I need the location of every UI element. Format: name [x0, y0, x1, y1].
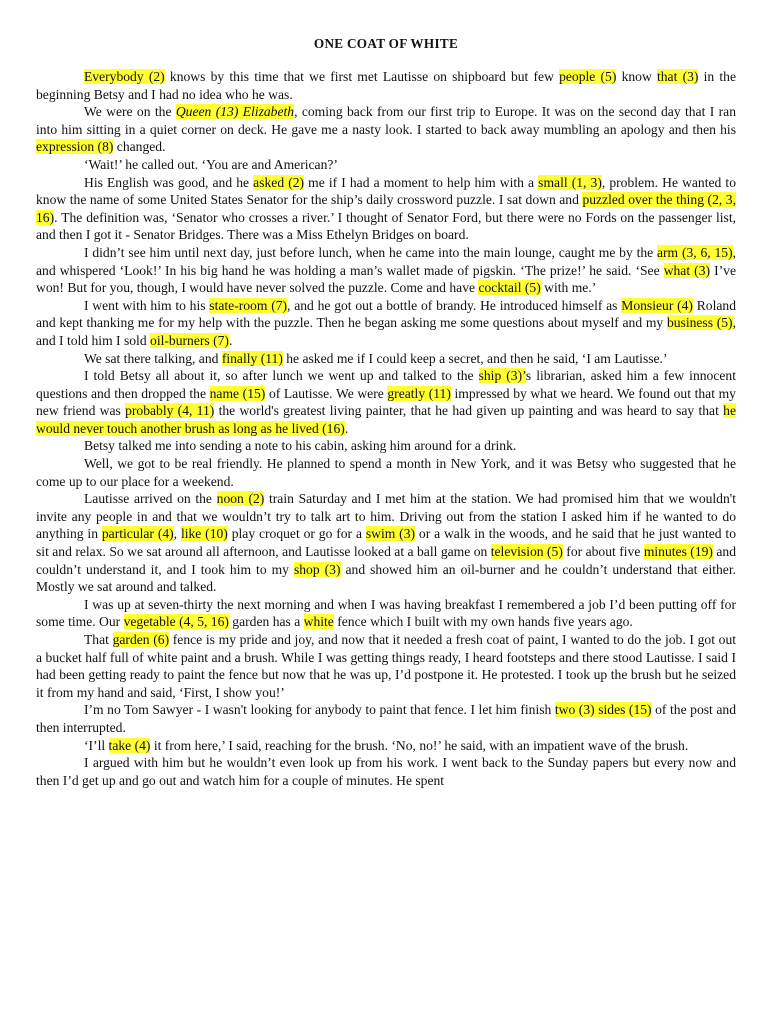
- document-title: ONE COAT OF WHITE: [313, 36, 459, 51]
- text-run: it from here,’ I said, reaching for the brush. ‘No, no!’ he said, with an impatient wave of the brush.: [150, 737, 689, 753]
- text-run: Roland and kept thanking me for my help with the puzzle. Then he began asking me some questions about myself and my: [36, 297, 737, 331]
- paragraph: [36, 367, 736, 437]
- text-run: We sat there talking, and: [84, 350, 222, 366]
- highlighted-word: he would never touch another brush as long as he lived (16): [36, 403, 736, 436]
- text-run: me if I had a moment to help him with a: [304, 174, 539, 190]
- highlighted-word: cocktail (5): [478, 280, 541, 296]
- text-run: , and he got out a bottle of brandy. He introduced himself as: [287, 297, 622, 313]
- paragraph: [36, 455, 736, 490]
- highlighted-word: two (3) sides (15): [554, 702, 652, 718]
- highlighted-word: small (1, 3): [538, 174, 602, 190]
- text-run: I was up at seven-thirty the next morning and when I was having breakfast I remembered a job I’d been putting off for some time. Our: [36, 596, 736, 630]
- paragraph: [36, 297, 736, 350]
- highlighted-word: noon (2): [216, 491, 265, 507]
- highlighted-word: name (15): [209, 385, 266, 401]
- text-run: I didn’t see him until next day, just before lunch, when he came into the main lounge, caught me by the: [84, 244, 657, 260]
- highlighted-word: particular (4): [101, 526, 174, 542]
- text-run: , coming back from our first trip to Europe. It was on the second day that I ran into him sitting in a quiet corner on deck. He gave me a nasty look. I started to back away mumbling an apology and then his: [36, 104, 736, 137]
- highlighted-word: probably (4, 11): [125, 403, 215, 419]
- text-run: Lautisse arrived on the: [84, 491, 217, 507]
- text-run: .: [228, 332, 233, 348]
- highlighted-word: white: [303, 614, 334, 630]
- highlighted-word: finally (11): [221, 350, 283, 366]
- paragraph: [36, 437, 736, 455]
- highlighted-word: swim (3): [365, 526, 416, 542]
- paragraph: [36, 68, 736, 103]
- paragraph: [36, 350, 736, 368]
- highlighted-word: that (3): [656, 69, 699, 84]
- text-run: knows by this time that we first met Lautisse on shipboard but few: [164, 69, 560, 84]
- text-run: fence is my pride and joy, and now that it needed a fresh coat of paint, I wanted to do the job. I got out a bucket half full of white paint and a brush. While I was getting things ready, I heard footsteps and there stood Lautisse. I said I had been getting ready to paint the fence but now that he was up, I’d postpone it. He protested. I took up the brush but he seized it from my hand and said, ‘First, I show you!’: [36, 632, 737, 700]
- highlighted-word: like (10): [180, 526, 228, 542]
- text-run: Betsy talked me into sending a note to his cabin, asking him around for a drink.: [84, 438, 517, 454]
- highlighted-word: Monsieur (4): [621, 297, 693, 313]
- highlighted-word: Everybody (2): [84, 69, 165, 84]
- highlighted-word: Queen (13) Elizabeth: [175, 104, 295, 120]
- highlighted-word: television (5): [490, 544, 563, 560]
- highlighted-word: what (3): [663, 262, 711, 278]
- text-run: changed.: [113, 139, 166, 155]
- text-run: he asked me if I could keep a secret, and then he said, ‘I am Lautisse.’: [282, 350, 668, 366]
- text-run: I told Betsy all about it, so after lunch we went up and talked to the: [84, 368, 479, 384]
- text-run: ‘Wait!’ he called out. ‘You are and American?’: [84, 156, 338, 172]
- highlighted-word: puzzled over the thing (2, 3, 16): [36, 192, 736, 225]
- text-run: with me.’: [540, 280, 597, 296]
- text-run: .: [344, 420, 349, 436]
- paragraph: [36, 631, 736, 701]
- text-run: fence which I built with my own hands five years ago.: [333, 614, 633, 630]
- text-run: and couldn’t understand it, and I took him to my: [36, 544, 737, 577]
- text-run: train Saturday and I met him at the station. We had promised him that we wouldn't invite any people in and that we wouldn’t try to talk art to him. Driving out from the station I asked him if he wanted to do anything in: [36, 491, 737, 542]
- paragraph: [36, 490, 736, 596]
- text-run: for about five: [562, 544, 644, 560]
- text-run: I’m no Tom Sawyer - I wasn't looking for anybody to paint that fence. I let him finish: [84, 702, 555, 718]
- highlighted-word: arm (3, 6, 15): [657, 244, 733, 260]
- text-run: His English was good, and he: [84, 174, 254, 190]
- highlighted-word: expression (8): [36, 139, 114, 155]
- highlighted-word: people (5): [559, 69, 617, 84]
- highlighted-word: greatly (11): [387, 385, 451, 401]
- paragraph: [36, 244, 736, 297]
- text-run: garden has a: [228, 614, 304, 630]
- paragraph: [36, 103, 736, 156]
- paragraph: [36, 156, 736, 174]
- text-run: Well, we got to be real friendly. He planned to spend a month in New York, and it was Betsy who suggested that he come up to our place for a weekend.: [36, 456, 736, 489]
- paragraph: [36, 596, 736, 631]
- text-run: I went with him to his: [84, 297, 210, 313]
- text-run: of Lautisse. We were: [265, 385, 388, 401]
- text-run: , and whispered ‘Look!’ In his big hand he was holding a man’s wallet made of pigskin. ‘The prize!’ he said. ‘See: [36, 244, 737, 278]
- text-run: I’ve won! But for you, though, I would have never solved the puzzle. Come and have: [36, 262, 736, 296]
- text-run: , problem. He wanted to know the name of some United States Senator for the ship’s daily crossword puzzle. I sat down and: [36, 174, 737, 208]
- highlighted-word: oil-burners (7): [150, 332, 229, 348]
- text-run: ‘I’ll: [84, 737, 109, 753]
- document-page: [36, 36, 736, 789]
- highlighted-word: shop (3): [293, 561, 341, 577]
- highlighted-word: minutes (19): [643, 544, 713, 560]
- text-run: and showed him an oil-burner and he couldn’t understand that either. Mostly we sat around and talked.: [36, 561, 736, 595]
- text-run: the world's greatest living painter, that he had given up painting and was heard to say that: [214, 403, 724, 419]
- text-run: , and I told him I sold: [36, 315, 736, 348]
- highlighted-word: vegetable (4, 5, 16): [123, 614, 229, 630]
- highlighted-word: state-room (7): [209, 297, 288, 313]
- highlighted-word: take (4): [108, 737, 151, 753]
- document-body: [36, 68, 736, 789]
- text-run: I argued with him but he wouldn’t even look up from his work. I went back to the Sunday papers but every now and then I’d get up and go out and watch him for a couple of minutes. He spent: [36, 755, 736, 788]
- paragraph: [36, 701, 736, 736]
- paragraph: [36, 174, 736, 244]
- paragraph: [36, 754, 736, 789]
- text-run: s librarian, asked him a few innocent questions and then dropped the: [36, 368, 736, 401]
- text-run: play croquet or go for a: [227, 526, 366, 542]
- highlighted-word: ship (3)’: [478, 368, 526, 384]
- text-run: in the beginning Betsy and I had no idea who he was.: [36, 69, 736, 102]
- highlighted-word: asked (2): [253, 174, 305, 190]
- text-run: ,: [173, 526, 181, 542]
- text-run: We were on the: [84, 104, 176, 120]
- highlighted-word: business (5): [666, 315, 733, 331]
- text-run: impressed by what we heard. We found out that my new friend was: [36, 385, 736, 419]
- text-run: That: [84, 632, 113, 647]
- text-run: or a walk in the woods, and he said that he just wanted to sit and relax. So we sat around all afternoon, and Lautisse looked at a ball game on: [36, 526, 736, 560]
- text-run: of the post and then interrupted.: [36, 702, 736, 735]
- text-run: . The definition was, ‘Senator who crosses a river.’ I thought of Senator Ford, but there were no Fords on the passenger list, and then I got it - Senator Bridges. There was a Miss Ethelyn Bridges on board.: [36, 209, 736, 243]
- paragraph: [36, 737, 736, 755]
- highlighted-word: garden (6): [112, 632, 170, 647]
- text-run: know: [616, 69, 657, 84]
